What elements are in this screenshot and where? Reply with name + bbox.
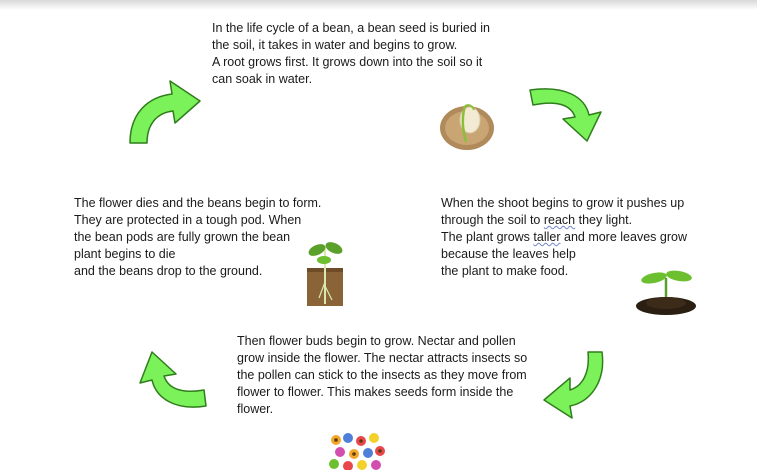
stage-shoot-line: because the leaves help	[441, 247, 576, 261]
flowers-icon	[328, 432, 386, 470]
spellcheck-word: taller	[533, 230, 561, 244]
stage-flower-text	[237, 333, 527, 418]
stage-flower-line: grow inside the flower. The nectar attracts insects so	[237, 351, 528, 365]
seedling-icon	[630, 268, 702, 316]
stage-seed-line: In the life cycle of a bean, a bean seed is buried in	[212, 21, 490, 35]
stage-shoot-line: through the soil to reach they light.	[441, 213, 633, 227]
cycle-arrow-icon	[540, 348, 615, 423]
stage-shoot-line: The plant grows taller and more leaves grow	[441, 230, 687, 244]
stage-seed-line: A root grows first. It grows down into the soil so it	[212, 55, 483, 69]
bean-plant-icon	[305, 238, 345, 306]
stage-flower-line: flower.	[237, 402, 274, 416]
stage-flower-line: Then flower buds begin to grow. Nectar and pollen	[237, 334, 516, 348]
stage-pod-line: the bean pods are fully grown the bean	[74, 230, 291, 244]
stage-seed-line: can soak in water.	[212, 72, 313, 86]
seed-sprout-icon	[438, 98, 496, 150]
cycle-arrow-icon	[130, 348, 210, 418]
cycle-arrow-icon	[120, 75, 205, 150]
page-edge	[0, 0, 757, 10]
spellcheck-word: reach	[543, 213, 576, 227]
stage-seed-text	[212, 20, 490, 88]
stage-pod-line: and the beans drop to the ground.	[74, 264, 263, 278]
cycle-arrow-icon	[525, 75, 610, 145]
stage-shoot-line: When the shoot begins to grow it pushes up	[441, 196, 685, 210]
stage-pod-line: plant begins to die	[74, 247, 176, 261]
stage-flower-line: flower to flower. This makes seeds form inside the	[237, 385, 514, 399]
stage-pod-text	[74, 195, 321, 280]
stage-pod-line: The flower dies and the beans begin to form.	[74, 196, 322, 210]
stage-shoot-line: the plant to make food.	[441, 264, 569, 278]
stage-flower-line: the pollen can stick to the insects as they move from	[237, 368, 527, 382]
stage-pod-line: They are protected in a tough pod. When	[74, 213, 302, 227]
stage-seed-line: the soil, it takes in water and begins to grow.	[212, 38, 458, 52]
